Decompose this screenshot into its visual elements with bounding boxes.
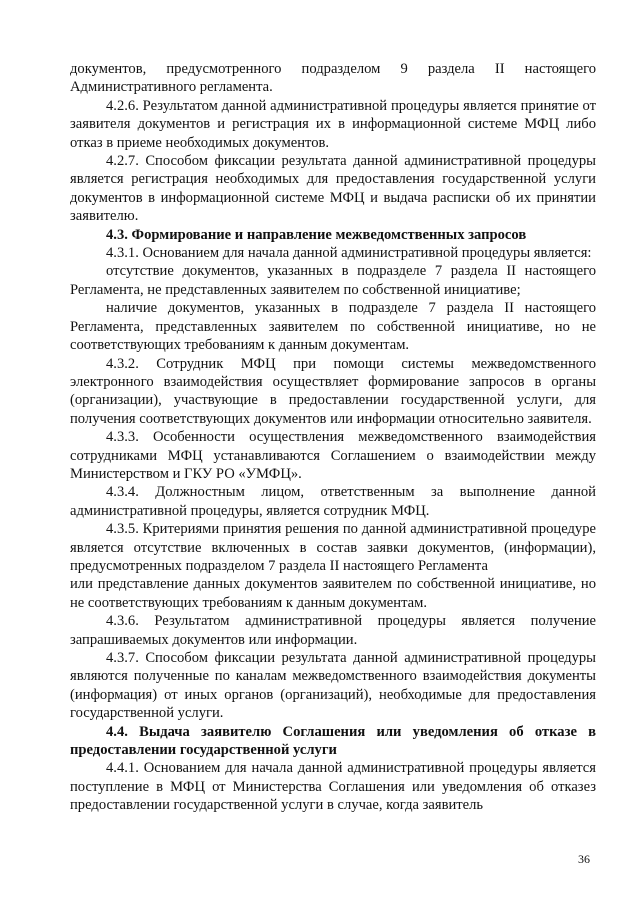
paragraph: 4.3.4. Должностным лицом, ответственным за выполнение данной административной процедуры, является сотрудник МФЦ.	[70, 484, 596, 519]
paragraph: 4.2.7. Способом фиксации результата данной административной процедуры является регистрация необходимых для предоставления государственной услуги документов в информационной системе МФЦ и выдача расписки об их принятии заявителю.	[70, 153, 596, 225]
section-heading: 4.3. Формирование и направление межведомственных запросов	[106, 226, 527, 243]
paragraph: 4.3.6. Результатом административной процедуры является получение запрашиваемых документов или информации.	[70, 613, 596, 648]
paragraph: документов, предусмотренного подразделом 9 раздела II настоящего Административного регламента.	[70, 61, 596, 96]
paragraph: 4.2.6. Результатом данной административной процедуры является принятие от заявителя документов и регистрация их в информационной системе МФЦ либо отказ в приеме необходимых документов.	[70, 97, 596, 151]
paragraph: 4.3.2. Сотрудник МФЦ при помощи системы межведомственного электронного взаимодействия осуществляет формирование запросов в органы (организации), участвующие в предоставлении государственной услуги, для получения соответствующих документов или информации относительно заявителя.	[70, 355, 596, 427]
paragraph: 4.3.7. Способом фиксации результата данной административной процедуры являются полученные по каналам межведомственного взаимодействия документы (информация) от иных органов (организаций), необходимые для предоставления государственной услуги.	[70, 650, 596, 722]
paragraph: наличие документов, указанных в подразделе 7 раздела II настоящего Регламента, представленных заявителем по собственной инициативе, но не соответствующих требованиям к данным документам.	[70, 300, 596, 354]
paragraph: 4.3.5. Критериями принятия решения по данной административной процедуре является отсутствие включенных в состав заявки документов, (информации), предусмотренных подразделом 7 раздела II настоящего Регламента	[70, 521, 596, 574]
paragraph: 4.3.1. Основанием для начала данной административной процедуры является:	[106, 245, 592, 262]
paragraph: отсутствие документов, указанных в подразделе 7 раздела II настоящего Регламента, не представленных заявителем по собственной инициативе;	[70, 263, 596, 298]
paragraph: 4.3.3. Особенности осуществления межведомственного взаимодействия сотрудниками МФЦ устанавливаются Соглашением о взаимодействии между Министерством и ГКУ РО «УМФЦ».	[70, 429, 596, 482]
document-body	[70, 60, 596, 815]
paragraph: 4.4.1. Основанием для начала данной административной процедуры является поступление в МФЦ от Министерства Соглашения или уведомления об отказез предоставлении государственной услуги в случае, когда заявитель	[70, 760, 596, 814]
section-heading: 4.4. Выдача заявителю Соглашения или уведомления об отказе в предоставлении государственной услуги	[70, 723, 596, 759]
paragraph: или представление данных документов заявителем по собственной инициативе, но не соответствующих требованиям к данным документам.	[70, 576, 596, 611]
page-number: 36	[578, 852, 590, 866]
